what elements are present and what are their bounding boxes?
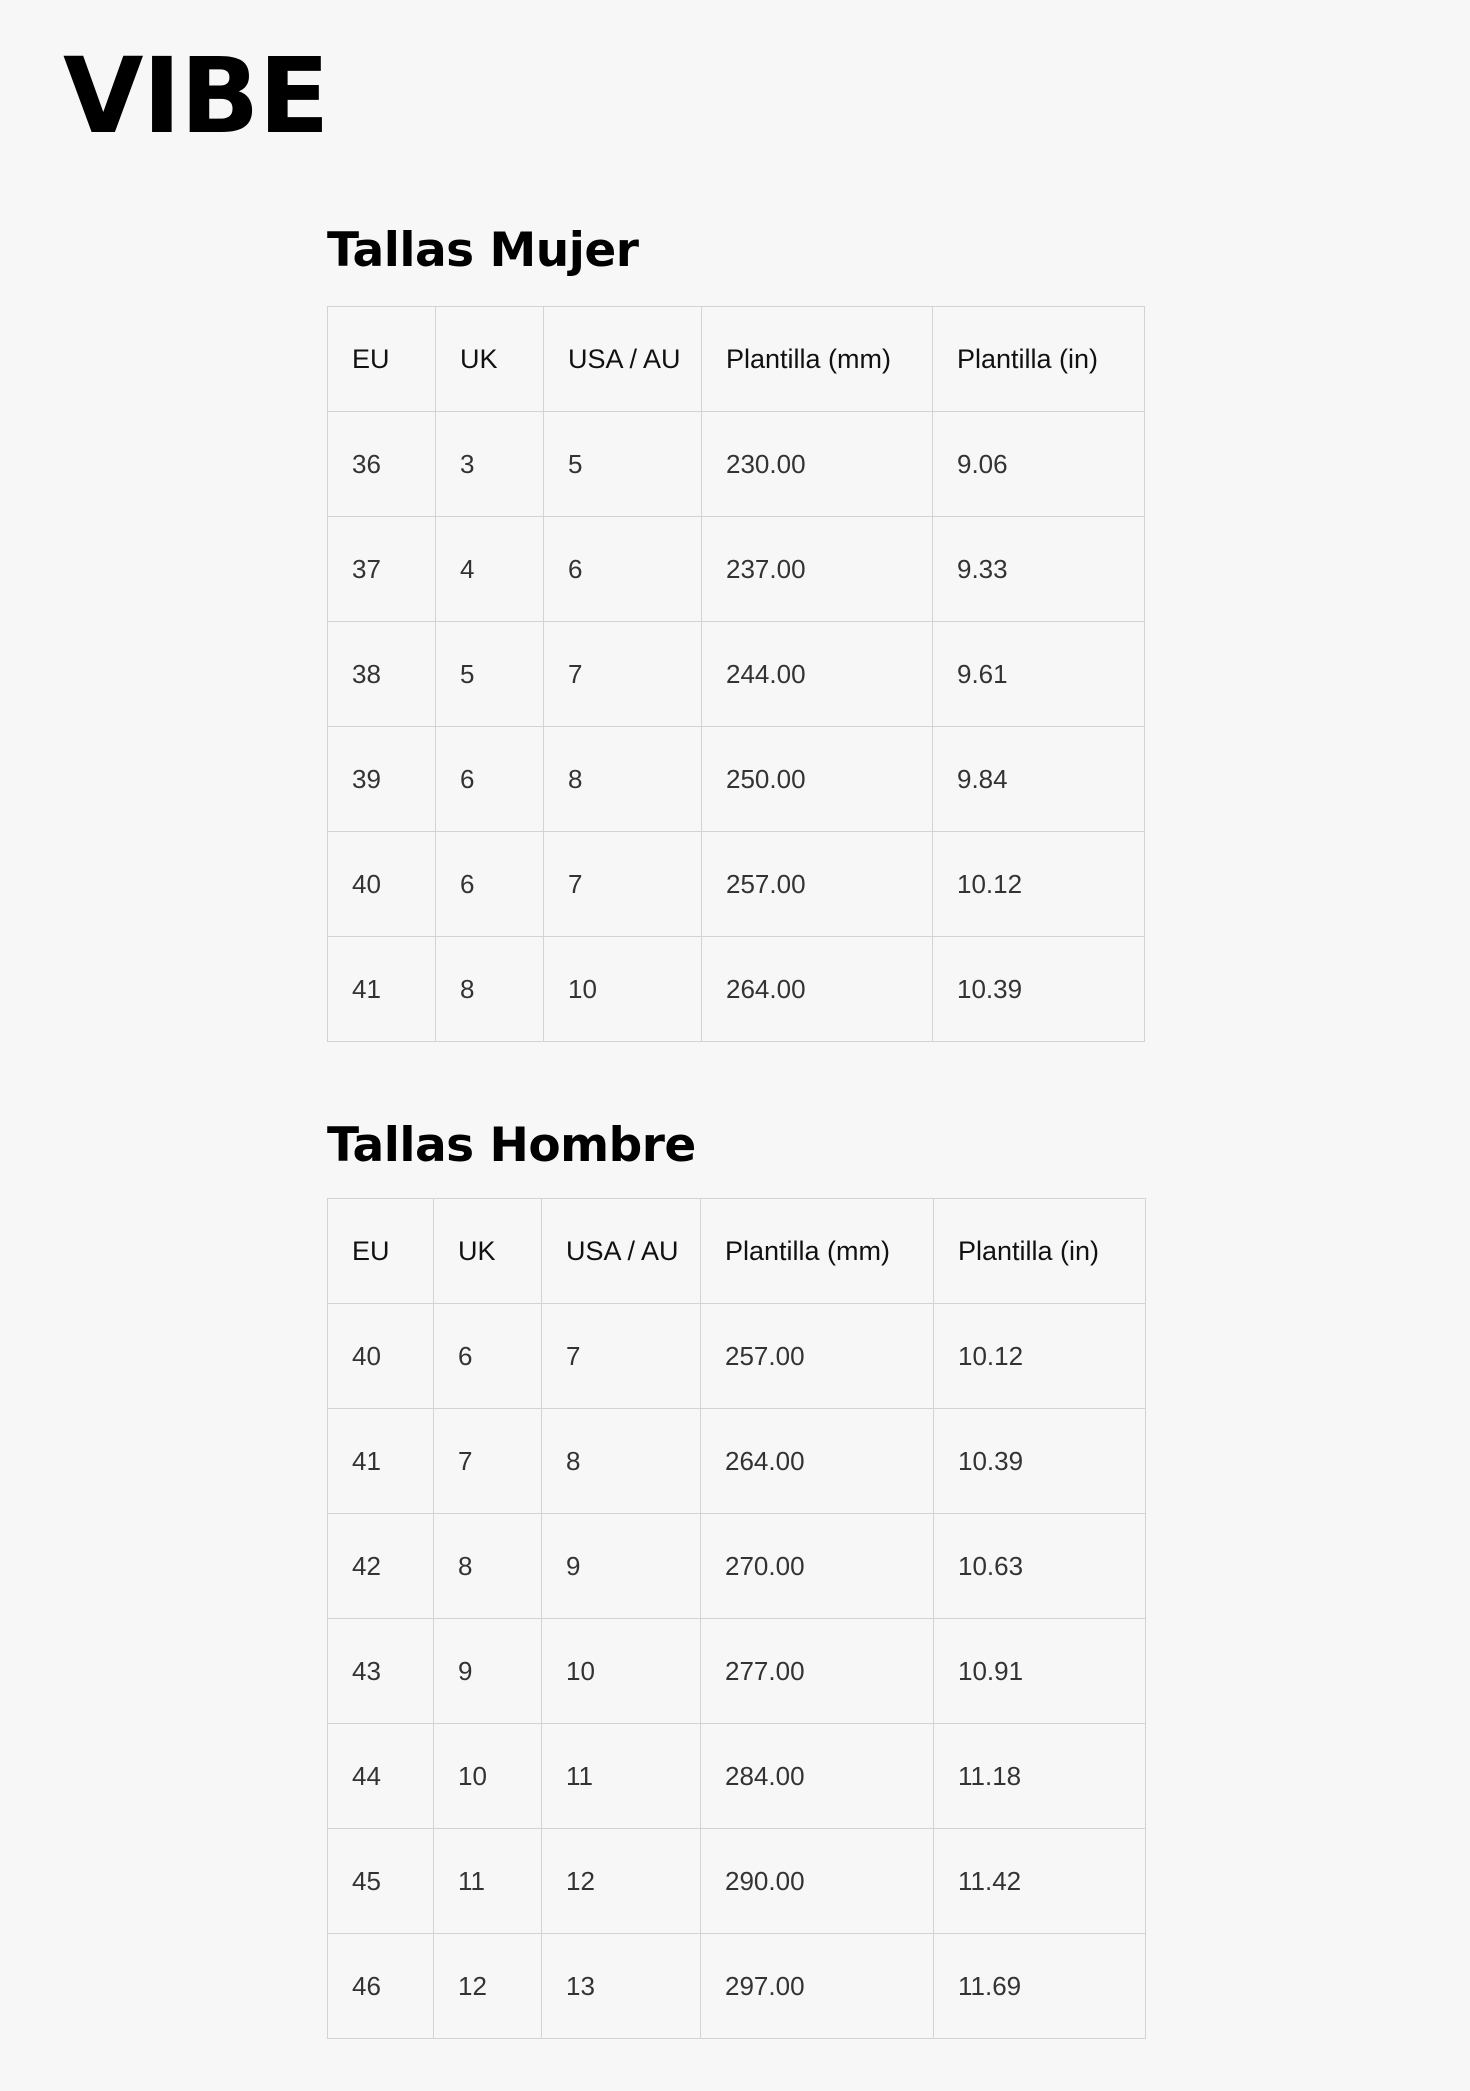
table-row	[328, 727, 1145, 832]
column-header-insole-in: Plantilla (in)	[934, 1199, 1146, 1304]
cell-insole-mm: 237.00	[702, 517, 933, 622]
cell-insole-mm: 284.00	[701, 1724, 934, 1829]
cell-insole-mm: 244.00	[702, 622, 933, 727]
cell-insole-mm: 250.00	[702, 727, 933, 832]
cell-uk: 6	[436, 832, 544, 937]
cell-eu: 39	[328, 727, 436, 832]
cell-usa-au: 10	[542, 1619, 701, 1724]
men-size-table	[327, 1198, 1146, 2039]
cell-insole-in: 10.39	[934, 1409, 1146, 1514]
column-header-usa-au: USA / AU	[544, 307, 702, 412]
cell-eu: 36	[328, 412, 436, 517]
table-row	[328, 622, 1145, 727]
cell-eu: 38	[328, 622, 436, 727]
table-header-row	[328, 307, 1145, 412]
cell-usa-au: 6	[544, 517, 702, 622]
cell-insole-in: 9.61	[933, 622, 1145, 727]
cell-eu: 41	[328, 1409, 434, 1514]
column-header-insole-mm: Plantilla (mm)	[702, 307, 933, 412]
cell-usa-au: 9	[542, 1514, 701, 1619]
cell-usa-au: 7	[544, 832, 702, 937]
cell-insole-in: 10.63	[934, 1514, 1146, 1619]
column-header-uk: UK	[434, 1199, 542, 1304]
cell-eu: 45	[328, 1829, 434, 1934]
cell-insole-in: 11.18	[934, 1724, 1146, 1829]
cell-uk: 4	[436, 517, 544, 622]
cell-uk: 12	[434, 1934, 542, 2039]
cell-eu: 40	[328, 832, 436, 937]
cell-insole-in: 10.12	[934, 1304, 1146, 1409]
men-sizes-title: Tallas Hombre	[327, 1118, 696, 1173]
column-header-usa-au: USA / AU	[542, 1199, 701, 1304]
column-header-eu: EU	[328, 307, 436, 412]
cell-insole-mm: 270.00	[701, 1514, 934, 1619]
table-row	[328, 1619, 1146, 1724]
cell-eu: 44	[328, 1724, 434, 1829]
cell-usa-au: 8	[542, 1409, 701, 1514]
table-row	[328, 412, 1145, 517]
cell-eu: 42	[328, 1514, 434, 1619]
cell-usa-au: 12	[542, 1829, 701, 1934]
cell-uk: 10	[434, 1724, 542, 1829]
cell-insole-mm: 264.00	[702, 937, 933, 1042]
cell-insole-in: 11.69	[934, 1934, 1146, 2039]
cell-eu: 41	[328, 937, 436, 1042]
table-row	[328, 1829, 1146, 1934]
cell-insole-mm: 257.00	[701, 1304, 934, 1409]
cell-uk: 6	[436, 727, 544, 832]
table-header-row	[328, 1199, 1146, 1304]
column-header-insole-mm: Plantilla (mm)	[701, 1199, 934, 1304]
cell-eu: 37	[328, 517, 436, 622]
cell-uk: 8	[436, 937, 544, 1042]
column-header-eu: EU	[328, 1199, 434, 1304]
cell-usa-au: 5	[544, 412, 702, 517]
cell-insole-in: 9.33	[933, 517, 1145, 622]
table-row	[328, 1304, 1146, 1409]
cell-usa-au: 8	[544, 727, 702, 832]
cell-uk: 11	[434, 1829, 542, 1934]
table-row	[328, 832, 1145, 937]
table-row	[328, 1514, 1146, 1619]
cell-insole-in: 10.91	[934, 1619, 1146, 1724]
cell-usa-au: 10	[544, 937, 702, 1042]
table-row	[328, 1934, 1146, 2039]
cell-insole-mm: 230.00	[702, 412, 933, 517]
cell-insole-mm: 297.00	[701, 1934, 934, 2039]
cell-insole-mm: 264.00	[701, 1409, 934, 1514]
column-header-insole-in: Plantilla (in)	[933, 307, 1145, 412]
cell-uk: 3	[436, 412, 544, 517]
brand-logo: VIBE	[63, 35, 329, 157]
table-row	[328, 517, 1145, 622]
cell-usa-au: 11	[542, 1724, 701, 1829]
column-header-uk: UK	[436, 307, 544, 412]
cell-insole-in: 11.42	[934, 1829, 1146, 1934]
cell-insole-mm: 277.00	[701, 1619, 934, 1724]
women-size-table	[327, 306, 1145, 1042]
cell-usa-au: 7	[544, 622, 702, 727]
cell-insole-mm: 257.00	[702, 832, 933, 937]
cell-uk: 8	[434, 1514, 542, 1619]
cell-eu: 46	[328, 1934, 434, 2039]
cell-uk: 6	[434, 1304, 542, 1409]
table-row	[328, 937, 1145, 1042]
table-row	[328, 1724, 1146, 1829]
cell-uk: 5	[436, 622, 544, 727]
cell-eu: 40	[328, 1304, 434, 1409]
table-row	[328, 1409, 1146, 1514]
cell-usa-au: 7	[542, 1304, 701, 1409]
cell-insole-in: 10.12	[933, 832, 1145, 937]
cell-eu: 43	[328, 1619, 434, 1724]
cell-insole-mm: 290.00	[701, 1829, 934, 1934]
cell-insole-in: 9.06	[933, 412, 1145, 517]
cell-uk: 7	[434, 1409, 542, 1514]
women-sizes-title: Tallas Mujer	[327, 223, 639, 278]
cell-insole-in: 10.39	[933, 937, 1145, 1042]
cell-uk: 9	[434, 1619, 542, 1724]
cell-usa-au: 13	[542, 1934, 701, 2039]
cell-insole-in: 9.84	[933, 727, 1145, 832]
